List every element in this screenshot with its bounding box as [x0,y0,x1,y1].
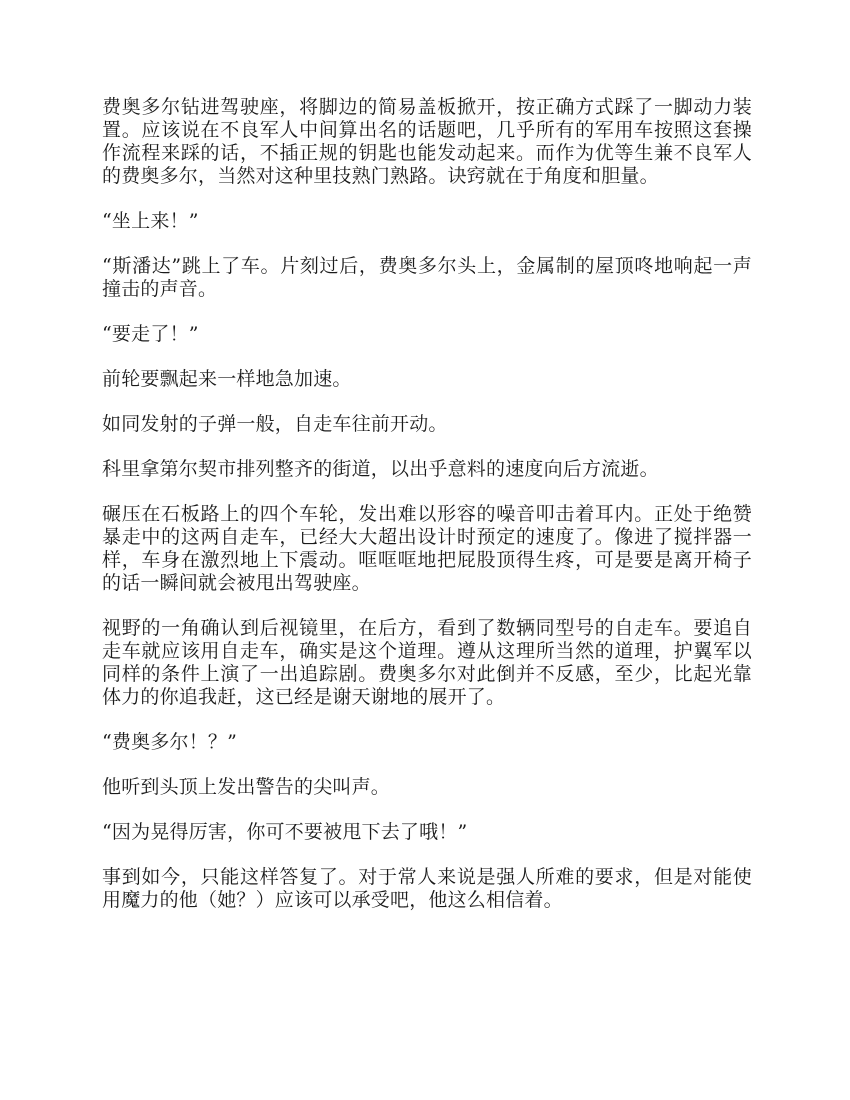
paragraph: 如同发射的子弹一般，自走车往前开动。 [102,413,448,435]
paragraph: “费奥多尔！？” [102,731,238,753]
paragraph: “要走了！” [102,323,199,345]
paragraph: 前轮要飘起来一样地急加速。 [102,368,352,390]
document-page [102,96,752,934]
paragraph: 视野的一角确认到后视镜里，在后方，看到了数辆同型号的自走车。要追自走车就应该用自走车，确实是这个道理。遵从这理所当然的道理，护翼军以同样的条件上演了一出追踪剧。费奥多尔对此倒并不反感，至少，比起光靠体力的你追我赶，这已经是谢天谢地的展开了。 [102,617,752,708]
paragraph: “斯潘达”跳上了车。片刻过后，费奥多尔头上，金属制的屋顶咚地响起一声撞击的声音。 [102,255,752,300]
paragraph: 科里拿第尔契市排列整齐的街道，以出乎意料的速度向后方流逝。 [102,458,659,480]
paragraph: “坐上来！” [102,210,199,232]
paragraph: 事到如今，只能这样答复了。对于常人来说是强人所难的要求，但是对能使用魔力的他（她？）应该可以承受吧，他这么相信着。 [102,866,752,911]
paragraph: 碾压在石板路上的四个车轮，发出难以形容的噪音叩击着耳内。正处于绝赞暴走中的这两自走车，已经大大超出设计时预定的速度了。像进了搅拌器一样，车身在激烈地上下震动。哐哐哐地把屁股顶得生疼，可是要是离开椅子的话一瞬间就会被甩出驾驶座。 [102,503,752,594]
paragraph: “因为晃得厉害，你可不要被甩下去了哦！” [102,821,468,843]
paragraph: 费奥多尔钻进驾驶座，将脚边的简易盖板掀开，按正确方式踩了一脚动力装置。应该说在不良军人中间算出名的话题吧，几乎所有的军用车按照这套操作流程来踩的话，不插正规的钥匙也能发动起来。而作为优等生兼不良军人的费奥多尔，当然对这种里技熟门熟路。诀窍就在于角度和胆量。 [102,96,752,187]
paragraph: 他听到头顶上发出警告的尖叫声。 [102,776,391,798]
